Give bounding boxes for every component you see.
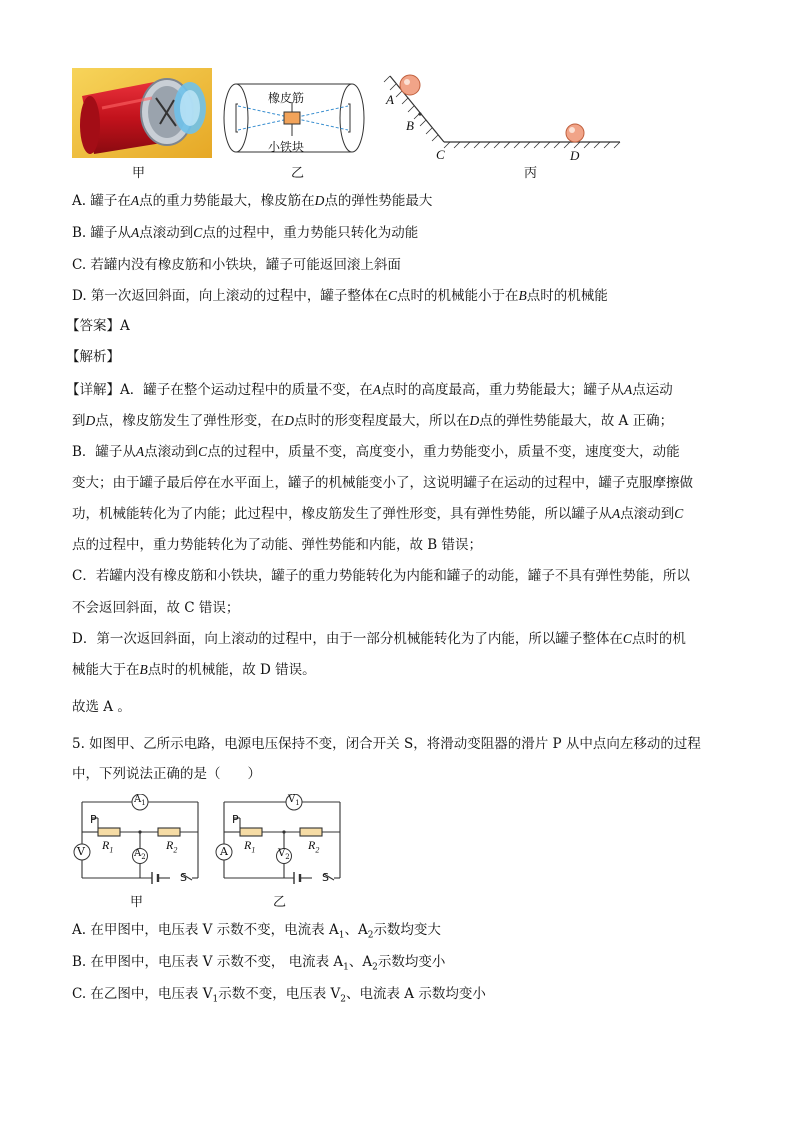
q4-option-c: C. 若罐内没有橡皮筋和小铁块，罐子可能返回滚上斜面 bbox=[72, 257, 401, 273]
yi-r2-label: $R_2$ bbox=[308, 838, 320, 855]
q5-stem-line-1: 5. 如图甲、乙所示电路，电源电压保持不变，闭合开关 S，将滑动变阻器的滑片 P 从中点向左移动的过程 bbox=[72, 736, 701, 752]
analysis-line-8: 不会返回斜面，故 C 错误； bbox=[72, 600, 240, 616]
q5-option-a: A. 在甲图中，电压表 V 示数不变，电流表 $A_1$、$A_2$示数均变大 bbox=[72, 922, 441, 941]
q4-option-d: D. 第一次返回斜面，向上滚动的过程中，罐子整体在C点时的机械能小于在B点时的机械能 bbox=[72, 288, 608, 304]
can-photo-illustration bbox=[72, 68, 212, 158]
q5-option-c: C. 在乙图中，电压表 $V_1$示数不变，电压表 $V_2$、电流表 A 示数均变小 bbox=[72, 986, 486, 1005]
jia-ammeter-a1-label: $A_1$ bbox=[134, 794, 146, 807]
analysis-line-4: 变大；由于罐子最后停在水平面上，罐子的机械能变小了，这说明罐子在运动的过程中，罐子克服摩擦做 bbox=[72, 475, 693, 491]
yi-voltmeter-v1-label: $V_1$ bbox=[288, 794, 300, 807]
jia-ammeter-a2-label: $A_2$ bbox=[134, 848, 146, 861]
q4-answer: 【答案】A bbox=[66, 318, 130, 334]
circuit-jia-caption: 甲 bbox=[130, 895, 144, 910]
jia-voltmeter-v-label: V bbox=[77, 845, 85, 858]
q5-option-b: B. 在甲图中，电压表 V 示数不变， 电流表 $A_1$、$A_2$示数均变小 bbox=[72, 954, 446, 973]
jia-slider-p-label: P bbox=[90, 813, 97, 826]
analysis-line-6: 点的过程中，重力势能转化为了动能、弹性势能和内能，故 B 错误； bbox=[72, 537, 483, 553]
point-a-label: A bbox=[386, 92, 394, 107]
yi-voltmeter-v2-label: $V_2$ bbox=[278, 848, 290, 861]
point-d-label: D bbox=[570, 148, 580, 163]
figure-bing-slope bbox=[380, 72, 630, 156]
jia-r1-label: $R_1$ bbox=[102, 838, 114, 855]
analysis-line-5: 功，机械能转化为了内能；此过程中，橡皮筋发生了弹性形变，具有弹性势能，所以罐子从A点滚动到C bbox=[72, 506, 684, 522]
figure-jia-caption: 甲 bbox=[132, 166, 146, 181]
jia-r2-label: $R_2$ bbox=[166, 838, 178, 855]
analysis-line-3: B．罐子从A点滚动到C点的过程中，质量不变，高度变小，重力势能变小，质量不变，速度变大，动能 bbox=[72, 444, 680, 460]
analysis-line-10: 械能大于在B点时的机械能，故 D 错误。 bbox=[72, 662, 316, 678]
analysis-line-2: 到D点，橡皮筋发生了弹性形变，在D点时的形变程度最大，所以在D点的弹性势能最大，故 A 正确； bbox=[72, 413, 674, 429]
figure-jia-photo bbox=[72, 68, 212, 158]
figure-yi-caption: 乙 bbox=[291, 166, 305, 181]
point-b-label: B bbox=[406, 118, 414, 133]
yi-slider-p-label: P bbox=[232, 813, 239, 826]
circuit-yi-caption: 乙 bbox=[273, 895, 287, 910]
analysis-line-7: C．若罐内没有橡皮筋和小铁块，罐子的重力势能转化为内能和罐子的动能，罐子不具有弹性势能，所以 bbox=[72, 568, 690, 584]
q4-option-b: B. 罐子从A点滚动到C点的过程中，重力势能只转化为动能 bbox=[72, 225, 419, 241]
yi-switch-s-label: S bbox=[322, 871, 329, 884]
iron-block-label: 小铁块 bbox=[268, 140, 305, 154]
q4-option-a: A. 罐子在A点的重力势能最大，橡皮筋在D点的弹性势能最大 bbox=[72, 193, 433, 209]
yi-r1-label: $R_1$ bbox=[244, 838, 256, 855]
yi-ammeter-a-label: A bbox=[220, 845, 228, 858]
q5-stem-line-2: 中，下列说法正确的是（ ） bbox=[72, 766, 261, 782]
rubber-band-label: 橡皮筋 bbox=[268, 91, 305, 105]
circuit-jia-diagram bbox=[72, 794, 208, 890]
analysis-line-9: D．第一次返回斜面，向上滚动的过程中，由于一部分机械能转化为了内能，所以罐子整体在C点时的机 bbox=[72, 631, 686, 647]
q4-analysis-tag: 【解析】 bbox=[66, 349, 120, 365]
point-c-label: C bbox=[436, 147, 445, 162]
analysis-line-1: 【详解】A．罐子在整个运动过程中的质量不变，在A点时的高度最高，重力势能最大；罐子从A点运动 bbox=[66, 382, 673, 398]
figure-bing-caption: 丙 bbox=[524, 166, 538, 181]
q4-conclusion: 故选 A 。 bbox=[72, 699, 131, 715]
jia-switch-s-label: S bbox=[180, 871, 187, 884]
